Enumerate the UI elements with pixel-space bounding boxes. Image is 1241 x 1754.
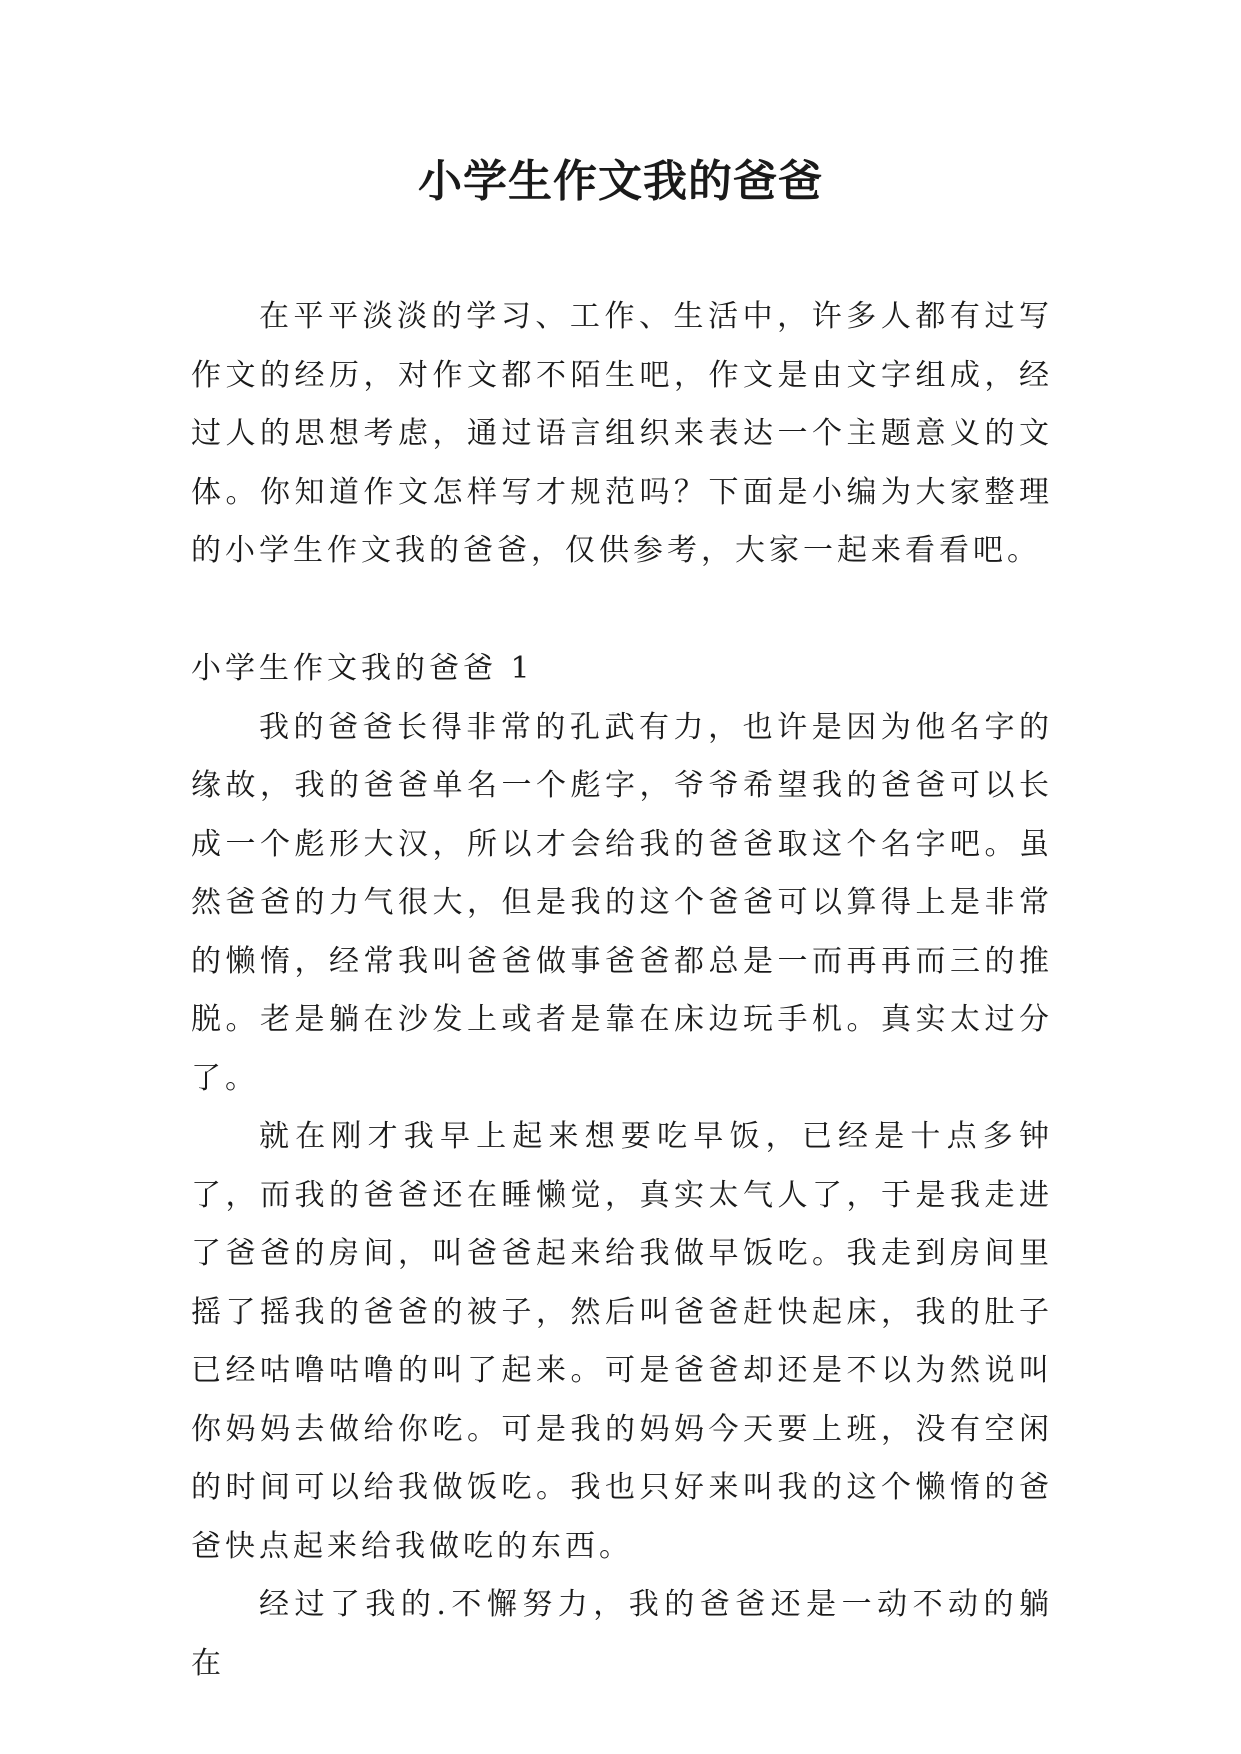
essay-paragraph-1: 我的爸爸长得非常的孔武有力，也许是因为他名字的缘故，我的爸爸单名一个彪字，爷爷希望我的爸爸可以长成一个彪形大汉，所以才会给我的爸爸取这个名字吧。虽然爸爸的力气很大，但是我的这个爸爸可以算得上是非常的懒惰，经常我叫爸爸做事爸爸都总是一而再再而三的推脱。老是躺在沙发上或者是靠在床边玩手机。真实太过分了。 <box>191 709 1053 1096</box>
essay-paragraph-3: 经过了我的.不懈努力，我的爸爸还是一动不动的躺在 <box>191 1587 1053 1681</box>
essay-section <box>191 640 1053 1693</box>
section-heading: 小学生作文我的爸爸 1 <box>191 651 534 686</box>
document-title: 小学生作文我的爸爸 <box>418 156 823 207</box>
intro-section <box>191 288 1053 581</box>
intro-paragraph: 在平平淡淡的学习、工作、生活中，许多人都有过写作文的经历，对作文都不陌生吧，作文是由文字组成，经过人的思想考虑，通过语言组织来表达一个主题意义的文体。你知道作文怎样写才规范吗？下面是小编为大家整理的小学生作文我的爸爸，仅供参考，大家一起来看看吧。 <box>191 299 1053 568</box>
essay-paragraph-2: 就在刚才我早上起来想要吃早饭，已经是十点多钟了，而我的爸爸还在睡懒觉，真实太气人了，于是我走进了爸爸的房间，叫爸爸起来给我做早饭吃。我走到房间里摇了摇我的爸爸的被子，然后叫爸爸赶快起床，我的肚子已经咕噜咕噜的叫了起来。可是爸爸却还是不以为然说叫你妈妈去做给你吃。可是我的妈妈今天要上班，没有空闲的时间可以给我做饭吃。我也只好来叫我的这个懒惰的爸爸快点起来给我做吃的东西。 <box>191 1119 1053 1564</box>
